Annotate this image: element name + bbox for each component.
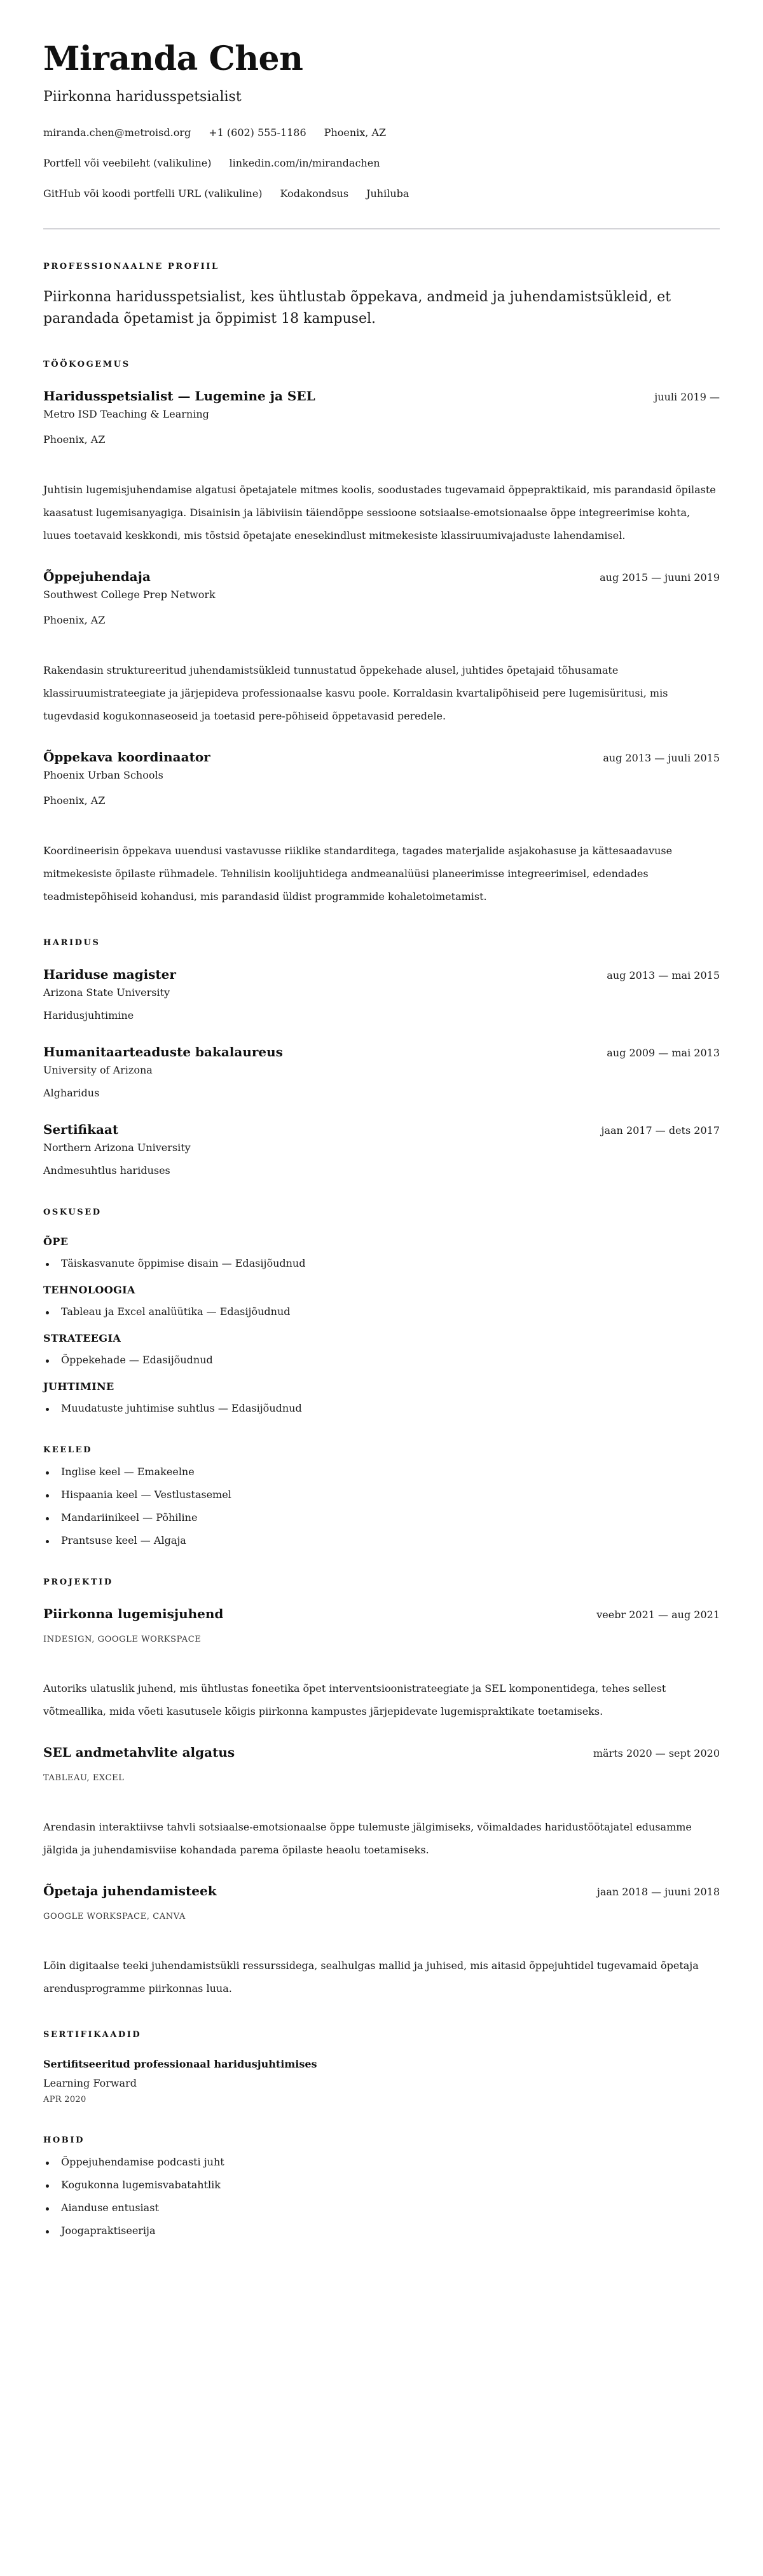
profile-section xyxy=(43,261,720,330)
skill-item: Täiskasvanute õppimise disain — Edasijõudnud xyxy=(43,1257,720,1271)
degree-title: Hariduse magister xyxy=(43,967,176,982)
skill-group-title: ÕPE xyxy=(43,1236,69,1248)
contact-row xyxy=(43,126,720,140)
project-name: Õpetaja juhendamisteek xyxy=(43,1883,217,1898)
projects-section xyxy=(43,1577,720,2000)
project-entry xyxy=(43,1743,720,1862)
job-entry xyxy=(43,568,720,728)
certification-name: Sertifitseeritud professionaal haridusjuhtimises xyxy=(43,2058,317,2070)
hobby-item: Aianduse entusiast xyxy=(43,2201,720,2215)
language-item: Inglise keel — Emakeelne xyxy=(43,1465,720,1479)
language-list xyxy=(43,1465,720,1548)
skill-list xyxy=(43,1257,720,1271)
job-description: Rakendasin struktureeritud juhendamistsükleid tunnustatud õppekehade alusel, juhtides õpetajaid tõhusamate klassiruumistrateegiate ja järjepideva professionaalse kasvu poole. Korraldasin kvartalipõhiseid pere lugemisüritusi, mis tugevdasid kogukonnaseoseid ja toetasid pere-põhiseid õppetavasid peredele. xyxy=(43,664,668,722)
project-entry xyxy=(43,1882,720,2000)
certification-issuer: Learning Forward xyxy=(43,2077,137,2089)
contact-row xyxy=(43,156,720,170)
section-title: HOBID xyxy=(43,2136,85,2145)
contact-citizenship: Kodakondsus xyxy=(280,187,349,200)
skill-group-title: STRATEEGIA xyxy=(43,1332,121,1344)
contact-location: Phoenix, AZ xyxy=(324,126,387,139)
profile-text: Piirkonna haridusspetsialist, kes ühtlustab õppekava, andmeid ja juhendamistsükleid, et parandada õpetamist ja õppimist 18 kampusel. xyxy=(43,289,671,327)
education-section xyxy=(43,937,720,1178)
certification-date: APR 2020 xyxy=(43,2095,86,2104)
education-entry xyxy=(43,1043,720,1100)
job-company: Phoenix Urban Schools xyxy=(43,769,163,781)
education-date: jaan 2017 — dets 2017 xyxy=(601,1124,720,1136)
skill-item: Õppekehade — Edasijõudnud xyxy=(43,1353,720,1367)
field-of-study: Algharidus xyxy=(43,1087,100,1099)
degree-title: Sertifikaat xyxy=(43,1122,119,1137)
school-name: Arizona State University xyxy=(43,986,170,998)
job-company: Metro ISD Teaching & Learning xyxy=(43,408,209,420)
skill-list xyxy=(43,1305,720,1319)
section-title: HARIDUS xyxy=(43,938,100,948)
skill-item: Tableau ja Excel analüütika — Edasijõudnud xyxy=(43,1305,720,1319)
header-divider xyxy=(43,228,720,229)
experience-section xyxy=(43,359,720,908)
project-tech: TABLEAU, EXCEL xyxy=(43,1773,125,1783)
job-location: Phoenix, AZ xyxy=(43,433,106,446)
job-description: Juhtisin lugemisjuhendamise algatusi õpetajatele mitmes koolis, soodustades tugevamaid õppepraktikaid, mis parandasid õpilaste kaasatust lugemisanyagiga. Disainisin ja läbiviisin täiendõppe sessioone sotsiaalse-emotsionaalse õppe integreerimise kohta, luues toetavaid keskkondi, mis tõstsid õpetajate enesekindlust mitmekesiste klassiruumivajaduste lahendamisel. xyxy=(43,484,716,542)
job-entry xyxy=(43,387,720,547)
project-tech: INDESIGN, GOOGLE WORKSPACE xyxy=(43,1635,202,1644)
project-date: märts 2020 — sept 2020 xyxy=(593,1747,720,1759)
contact-phone[interactable]: +1 (602) 555-1186 xyxy=(209,126,306,139)
job-company: Southwest College Prep Network xyxy=(43,589,216,601)
section-title: OSKUSED xyxy=(43,1208,102,1217)
hobbies-section xyxy=(43,2135,720,2238)
language-item: Hispaania keel — Vestlustasemel xyxy=(43,1488,720,1502)
skill-list xyxy=(43,1353,720,1367)
project-name: Piirkonna lugemisjuhend xyxy=(43,1606,224,1621)
project-tech: GOOGLE WORKSPACE, CANVA xyxy=(43,1912,186,1921)
job-title: Haridusspetsialist — Lugemine ja SEL xyxy=(43,388,315,404)
section-title: SERTIFIKAADID xyxy=(43,2030,142,2040)
school-name: University of Arizona xyxy=(43,1064,153,1076)
hobby-item: Joogapraktiseerija xyxy=(43,2224,720,2238)
job-date: juuli 2019 — xyxy=(654,391,720,403)
section-title: KEELED xyxy=(43,1445,93,1455)
job-entry xyxy=(43,748,720,908)
field-of-study: Haridusjuhtimine xyxy=(43,1009,134,1021)
section-title: PROFESSIONAALNE PROFIIL xyxy=(43,262,219,271)
education-date: aug 2013 — mai 2015 xyxy=(607,969,720,981)
job-date: aug 2013 — juuli 2015 xyxy=(603,752,720,764)
hobby-item: Õppejuhendamise podcasti juht xyxy=(43,2155,720,2169)
job-location: Phoenix, AZ xyxy=(43,614,106,626)
candidate-name: Miranda Chen xyxy=(43,39,303,78)
skills-section xyxy=(43,1207,720,1415)
education-date: aug 2009 — mai 2013 xyxy=(607,1047,720,1059)
hobby-list xyxy=(43,2155,720,2238)
languages-section xyxy=(43,1445,720,1548)
project-description: Autoriks ulatuslik juhend, mis ühtlustas foneetika õpet interventsioonistrateegiate ja SEL komponentidega, tehes sellest võtmeallika, mida võeti kasutusele kõigis piirkonna kampustes järjepidevate lugemispraktikate toetamiseks. xyxy=(43,1682,666,1717)
contact-linkedin[interactable]: linkedin.com/in/mirandachen xyxy=(229,157,380,169)
job-date: aug 2015 — juuni 2019 xyxy=(600,571,720,583)
skill-item: Muudatuste juhtimise suhtlus — Edasijõudnud xyxy=(43,1401,720,1415)
degree-title: Humanitaarteaduste bakalaureus xyxy=(43,1044,283,1060)
certifications-section xyxy=(43,2029,720,2106)
job-description: Koordineerisin õppekava uuendusi vastavusse riiklike standarditega, tagades materjalide asjakohasuse ja kättesaadavuse mitmekesiste õpilaste rühmadele. Tehnilisin koolijuhtidega andmeanalüüsi planeerimisse integreerimisel, edendades teadmistepõhiseid kohandusi, mis parandasid üldist programmide kohaletoimetamist. xyxy=(43,845,673,903)
contact-github[interactable]: GitHub või koodi portfelli URL (valikuline) xyxy=(43,187,263,200)
school-name: Northern Arizona University xyxy=(43,1141,191,1154)
project-date: veebr 2021 — aug 2021 xyxy=(596,1609,720,1621)
project-description: Lõin digitaalse teeki juhendamistsükli ressurssidega, sealhulgas mallid ja juhised, mis aitasid õppejuhtidel tugevamaid õpetaja arendusprogramme piirkonnas luua. xyxy=(43,1959,699,1994)
contact-email[interactable]: miranda.chen@metroisd.org xyxy=(43,126,191,139)
education-entry xyxy=(43,1121,720,1178)
language-item: Mandariinikeel — Põhiline xyxy=(43,1511,720,1525)
section-title: PROJEKTID xyxy=(43,1578,113,1587)
resume-header xyxy=(43,39,720,201)
project-date: jaan 2018 — juuni 2018 xyxy=(596,1886,720,1898)
skill-list xyxy=(43,1401,720,1415)
skill-group-title: TEHNOLOOGIA xyxy=(43,1284,135,1296)
hobby-item: Kogukonna lugemisvabatahtlik xyxy=(43,2178,720,2192)
project-name: SEL andmetahvlite algatus xyxy=(43,1745,235,1760)
section-title: TÖÖKOGEMUS xyxy=(43,360,130,369)
contact-drivers-license: Juhiluba xyxy=(366,187,409,200)
field-of-study: Andmesuhtlus hariduses xyxy=(43,1164,170,1176)
language-item: Prantsuse keel — Algaja xyxy=(43,1534,720,1548)
skill-group-title: JUHTIMINE xyxy=(43,1380,114,1393)
contact-row xyxy=(43,187,720,201)
project-description: Arendasin interaktiivse tahvli sotsiaalse-emotsionaalse õppe tulemuste jälgimiseks, võimaldades haridustöötajatel edusamme jälgida ja juhendamisviise kohandada parema õpilaste heaolu toetamiseks. xyxy=(43,1821,692,1856)
project-entry xyxy=(43,1605,720,1723)
education-entry xyxy=(43,965,720,1023)
candidate-headline: Piirkonna haridusspetsialist xyxy=(43,89,242,105)
job-title: Õppekava koordinaator xyxy=(43,749,210,765)
job-location: Phoenix, AZ xyxy=(43,794,106,807)
job-title: Õppejuhendaja xyxy=(43,569,151,584)
contact-portfolio[interactable]: Portfell või veebileht (valikuline) xyxy=(43,157,212,169)
